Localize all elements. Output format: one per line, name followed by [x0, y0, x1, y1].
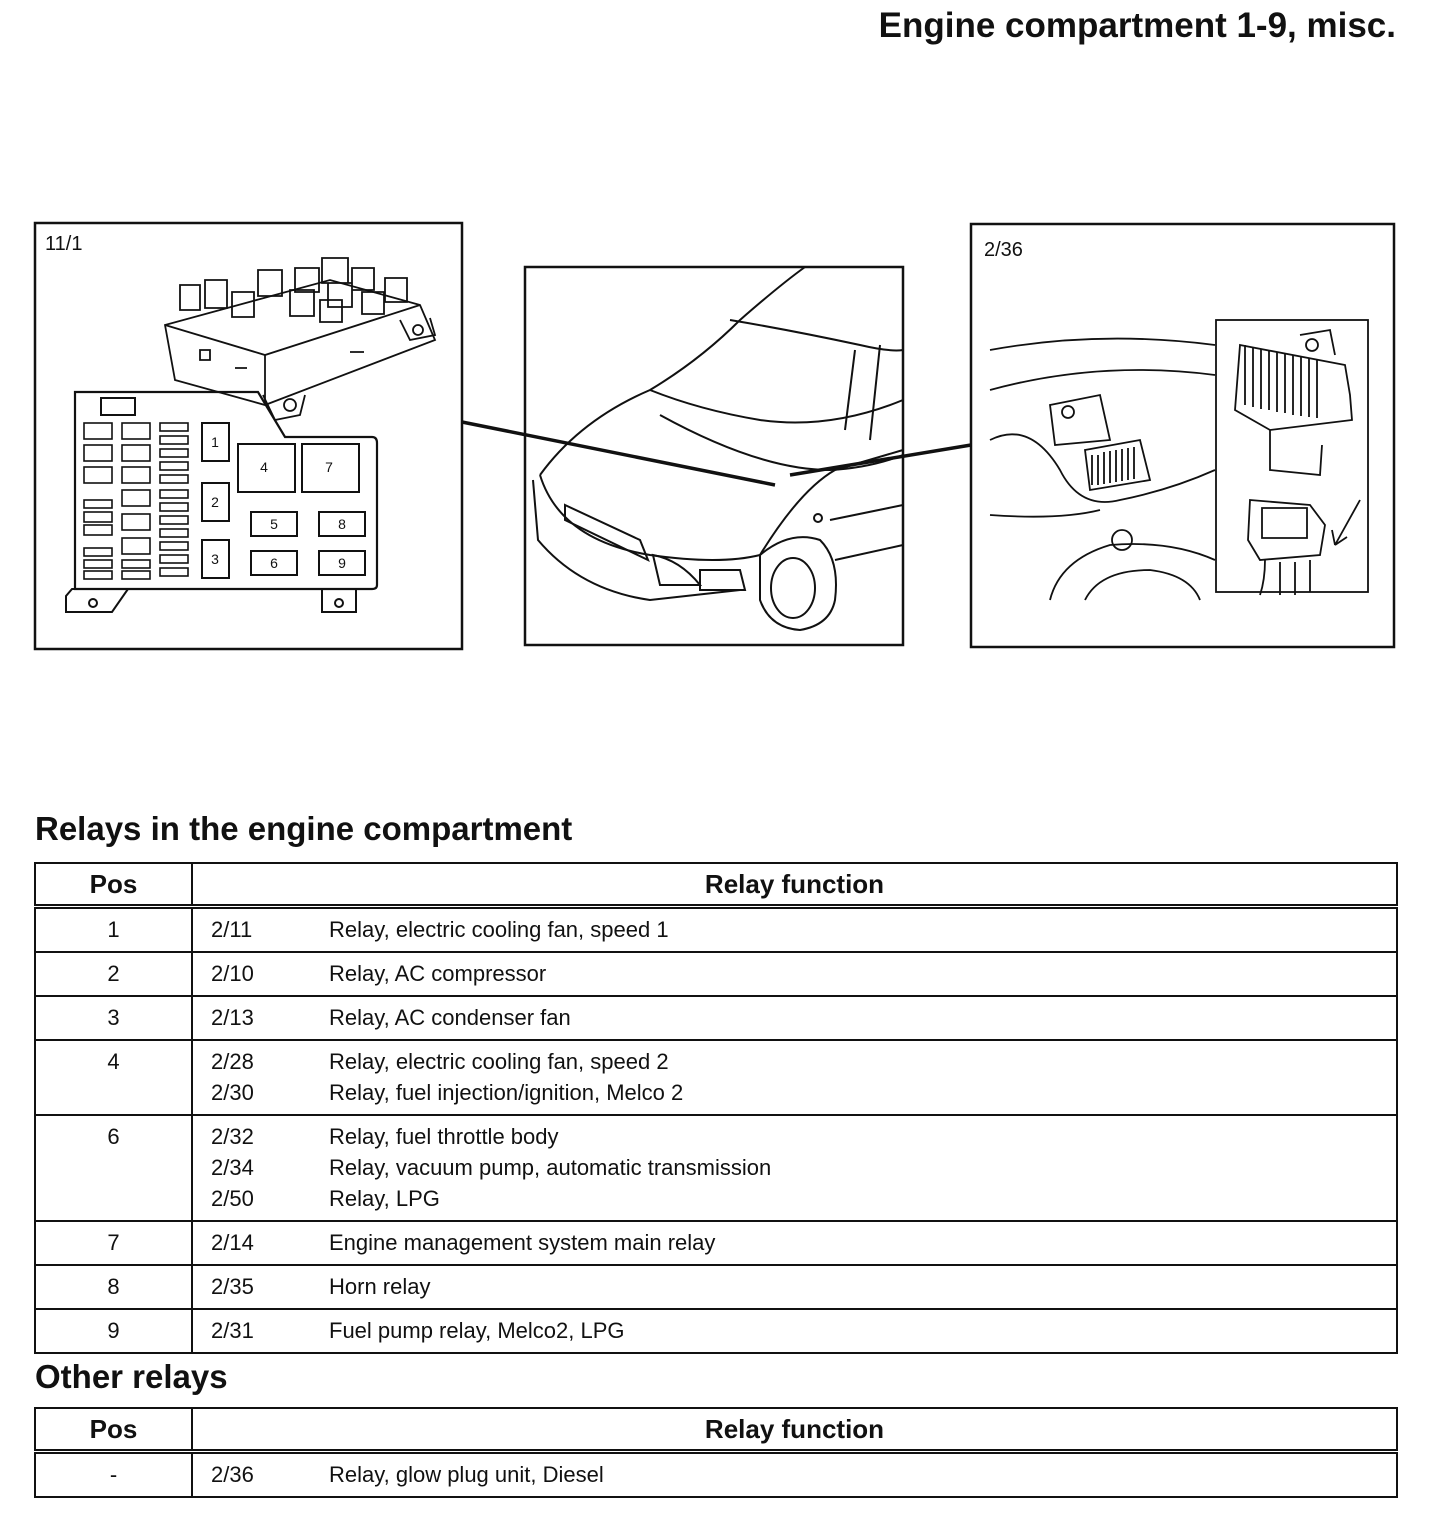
relay-function: Relay, glow plug unit, Diesel — [329, 1461, 604, 1487]
relay-code: 2/14 — [211, 1229, 254, 1255]
table-row — [35, 1040, 1397, 1115]
relay-entry — [193, 914, 1396, 945]
relay-function: Relay, AC condenser fan — [329, 1004, 571, 1030]
relay-entry — [193, 1152, 1396, 1183]
table-row — [35, 1115, 1397, 1221]
pos-cell — [35, 1452, 192, 1498]
relay-function: Engine management system main relay — [329, 1229, 716, 1255]
relay-code: 2/50 — [211, 1185, 254, 1211]
relay-slot-5-label: 5 — [270, 516, 278, 532]
relay-code: 2/30 — [211, 1079, 254, 1105]
function-cell — [192, 907, 1397, 953]
pos-value: - — [109, 1461, 118, 1487]
relay-code: 2/36 — [211, 1461, 254, 1487]
fuse-box-diagram — [66, 392, 377, 612]
function-cell — [192, 1040, 1397, 1115]
relay-entry — [193, 1077, 1396, 1108]
relay-function: Relay, fuel throttle body — [329, 1123, 559, 1149]
function-cell — [192, 996, 1397, 1040]
pos-cell — [35, 1265, 192, 1309]
relay-code: 2/35 — [211, 1273, 254, 1299]
car-panel — [525, 267, 903, 645]
relay-box-sketch — [165, 258, 435, 420]
relay-entry — [193, 958, 1396, 989]
pos-cell — [35, 1309, 192, 1353]
relay-function: Relay, AC compressor — [329, 960, 547, 986]
relay-function: Relay, electric cooling fan, speed 1 — [329, 916, 669, 942]
function-cell — [192, 1115, 1397, 1221]
table-row — [35, 1221, 1397, 1265]
relay-entry — [193, 1183, 1396, 1214]
table-row — [35, 1265, 1397, 1309]
glow-plug-relay-panel — [971, 224, 1394, 647]
other-relays-section-title: Other relays — [35, 1358, 228, 1395]
pos-cell — [35, 1221, 192, 1265]
relay-slot-4-label: 4 — [260, 459, 268, 475]
fuse-box-panel — [35, 223, 462, 649]
relay-slot-7-label: 7 — [325, 459, 333, 475]
pos-cell — [35, 907, 192, 953]
pos-value: 4 — [107, 1048, 120, 1074]
relay-entry — [193, 1315, 1396, 1346]
fuse-box-label: 11/1 — [45, 233, 83, 255]
relay-slot-3-label: 3 — [211, 551, 219, 567]
leader-line-left — [462, 422, 775, 485]
function-header: Relay function — [192, 863, 1397, 907]
relay-slot-8-label: 8 — [338, 516, 346, 532]
table-row — [35, 1309, 1397, 1353]
function-header: Relay function — [192, 1408, 1397, 1452]
relay-entry — [193, 1271, 1396, 1302]
pos-cell — [35, 952, 192, 996]
relay-function: Relay, LPG — [329, 1185, 440, 1211]
pos-cell — [35, 1115, 192, 1221]
relay-function: Fuel pump relay, Melco2, LPG — [329, 1317, 625, 1343]
pos-value: 2 — [107, 960, 120, 986]
pos-value: 9 — [107, 1317, 120, 1343]
table-row — [35, 996, 1397, 1040]
relay-slot-2-label: 2 — [211, 494, 219, 510]
relay-code: 2/34 — [211, 1154, 254, 1180]
engine-compartment-illustration — [0, 0, 1440, 700]
pos-header: Pos — [35, 1408, 192, 1452]
function-cell — [192, 1452, 1397, 1498]
pos-cell — [35, 996, 192, 1040]
relay-entry — [193, 1459, 1396, 1490]
pos-header: Pos — [35, 863, 192, 907]
pos-cell — [35, 1040, 192, 1115]
relay-code: 2/31 — [211, 1317, 254, 1343]
relay-code: 2/13 — [211, 1004, 254, 1030]
other-relays-table — [34, 1407, 1398, 1498]
pos-value: 3 — [107, 1004, 120, 1030]
relay-code: 2/11 — [211, 916, 253, 942]
leader-line-right — [790, 445, 971, 475]
relay-slot-6-label: 6 — [270, 555, 278, 571]
relays-table — [34, 862, 1398, 1354]
pos-value: 6 — [107, 1123, 120, 1149]
table-row — [35, 1452, 1397, 1498]
relay-entry — [193, 1002, 1396, 1033]
relay-function: Relay, electric cooling fan, speed 2 — [329, 1048, 669, 1074]
function-cell — [192, 1309, 1397, 1353]
relay-slot-9-label: 9 — [338, 555, 346, 571]
function-cell — [192, 1221, 1397, 1265]
relay-entry — [193, 1227, 1396, 1258]
pos-value: 8 — [107, 1273, 120, 1299]
relay-slot-1-label: 1 — [211, 434, 219, 450]
relay-code: 2/28 — [211, 1048, 254, 1074]
table-row — [35, 952, 1397, 996]
relays-section-title: Relays in the engine compartment — [35, 810, 573, 847]
relay-code: 2/10 — [211, 960, 254, 986]
pos-value: 1 — [107, 916, 120, 942]
table-row — [35, 907, 1397, 953]
relay-entry — [193, 1046, 1396, 1077]
function-cell — [192, 1265, 1397, 1309]
glow-plug-relay-label: 2/36 — [984, 239, 1023, 261]
relay-entry — [193, 1121, 1396, 1152]
relay-code: 2/32 — [211, 1123, 254, 1149]
function-cell — [192, 952, 1397, 996]
pos-value: 7 — [107, 1229, 120, 1255]
page-title: Engine compartment 1-9, misc. — [878, 6, 1396, 45]
relay-function: Relay, vacuum pump, automatic transmission — [329, 1154, 772, 1180]
relay-function: Relay, fuel injection/ignition, Melco 2 — [329, 1079, 684, 1105]
relay-function: Horn relay — [329, 1273, 431, 1299]
